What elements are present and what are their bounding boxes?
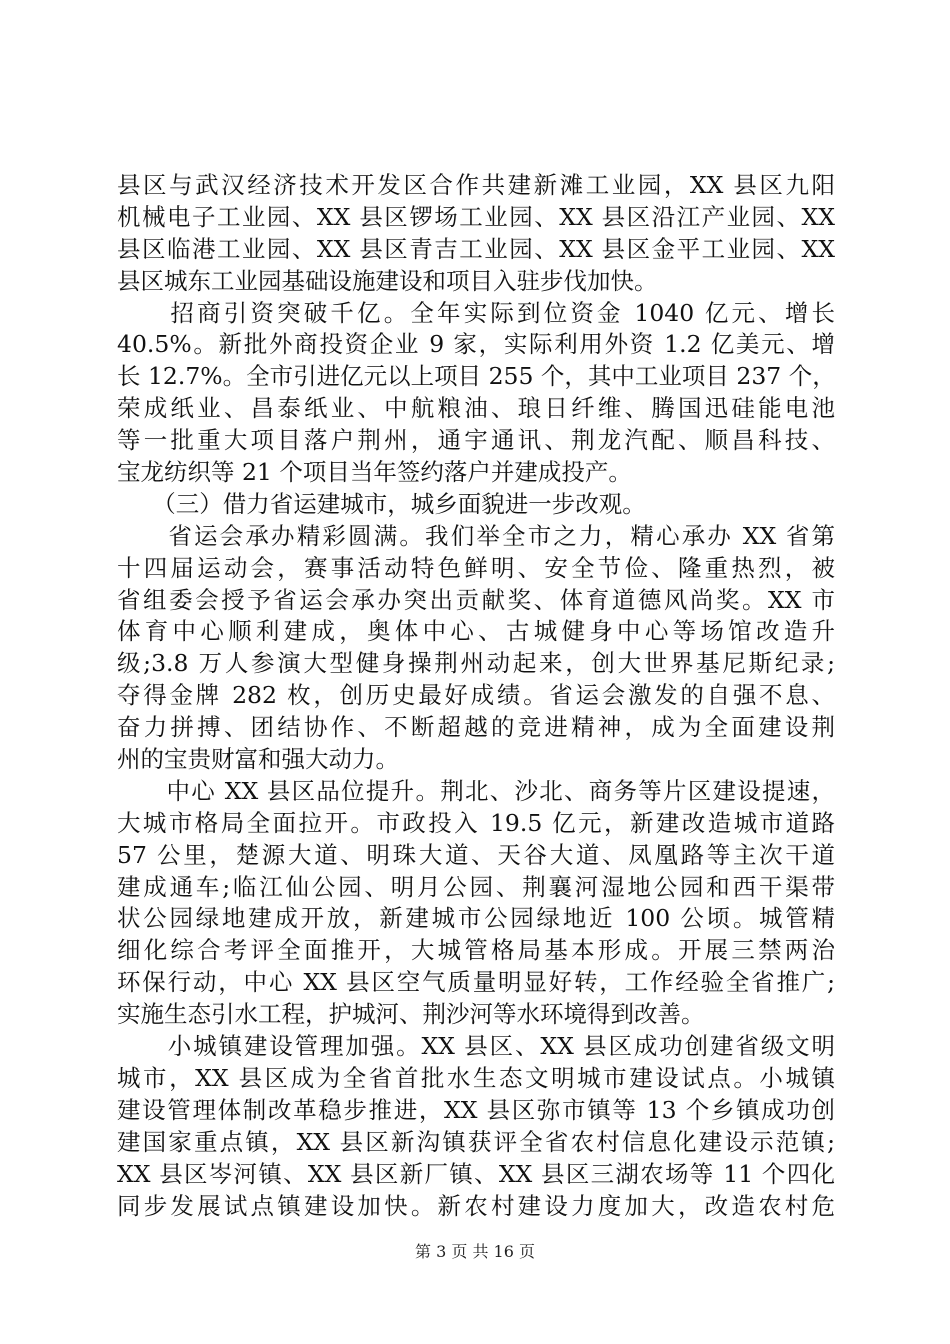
- body-text-line: 40.5%。新批外商投资企业 9 家，实际利用外资 1.2 亿美元、增: [117, 330, 835, 359]
- body-text-line: 机械电子工业园、XX 县区锣场工业园、XX 县区沿江产业园、XX: [117, 202, 835, 231]
- body-text-line: 大城市格局全面拉开。市政投入 19.5 亿元，新建改造城市道路: [117, 808, 835, 837]
- body-text-line: XX 县区岑河镇、XX 县区新厂镇、XX 县区三湖农场等 11 个四化: [117, 1159, 835, 1188]
- body-text-line: 建成通车;临江仙公园、明月公园、荆襄河湿地公园和西干渠带: [117, 872, 835, 901]
- body-text-line: 十四届运动会，赛事活动特色鲜明、安全节俭、隆重热烈，被: [117, 553, 835, 582]
- body-text-line: 县区城东工业园基础设施建设和项目入驻步伐加快。: [117, 266, 658, 295]
- body-text-line: 荣成纸业、昌泰纸业、中航粮油、琅日纤维、腾国迅硅能电池: [117, 394, 835, 423]
- body-text-line: 细化综合考评全面推开，大城管格局基本形成。开展三禁两治: [117, 936, 835, 965]
- body-text-line: 城市，XX 县区成为全省首批水生态文明城市建设试点。小城镇: [117, 1063, 835, 1092]
- body-text-line: 中心 XX 县区品位提升。荆北、沙北、商务等片区建设提速，: [117, 776, 835, 805]
- body-text-line: 状公园绿地建成开放，新建城市公园绿地近 100 公顷。城管精: [117, 904, 835, 933]
- body-text-line: 同步发展试点镇建设加快。新农村建设力度加大，改造农村危: [117, 1191, 835, 1220]
- body-text-line: 县区临港工业园、XX 县区青吉工业园、XX 县区金平工业园、XX: [117, 234, 835, 263]
- body-text-line: 体育中心顺利建成，奥体中心、古城健身中心等场馆改造升: [117, 617, 835, 646]
- body-text-line: 等一批重大项目落户荆州，通宇通讯、荆龙汽配、顺昌科技、: [117, 426, 835, 455]
- body-text-line: 级;3.8 万人参演大型健身操荆州动起来，创大世界基尼斯纪录;: [117, 649, 835, 678]
- body-text-line: 省组委会授予省运会承办突出贡献奖、体育道德风尚奖。XX 市: [117, 585, 835, 614]
- body-text-line: （三）借力省运建城市，城乡面貌进一步改观。: [117, 489, 646, 518]
- body-text-line: 宝龙纺织等 21 个项目当年签约落户并建成投产。: [117, 458, 632, 487]
- body-text-line: 环保行动，中心 XX 县区空气质量明显好转，工作经验全省推广;: [117, 968, 835, 997]
- body-text-line: 州的宝贵财富和强大动力。: [117, 745, 399, 774]
- body-text-line: 夺得金牌 282 枚，创历史最好成绩。省运会激发的自强不息、: [117, 681, 835, 710]
- body-text-line: 小城镇建设管理加强。XX 县区、XX 县区成功创建省级文明: [117, 1032, 835, 1061]
- body-text-line: 长 12.7%。全市引进亿元以上项目 255 个，其中工业项目 237 个，: [117, 362, 836, 391]
- body-text-line: 实施生态引水工程，护城河、荆沙河等水环境得到改善。: [117, 1000, 705, 1029]
- body-text-line: 招商引资突破千亿。全年实际到位资金 1040 亿元、增长: [117, 298, 835, 327]
- body-text-line: 县区与武汉经济技术开发区合作共建新滩工业园，XX 县区九阳: [117, 171, 835, 199]
- body-text-line: 奋力拼搏、团结协作、不断超越的竞进精神，成为全面建设荆: [117, 713, 835, 742]
- body-text-line: 省运会承办精彩圆满。我们举全市之力，精心承办 XX 省第: [117, 521, 835, 550]
- document-body: [117, 170, 835, 1222]
- body-text-line: 57 公里，楚源大道、明珠大道、天谷大道、凤凰路等主次干道: [117, 840, 835, 869]
- page-footer: 第 3 页 共 16 页: [415, 1242, 535, 1261]
- body-text-line: 建国家重点镇，XX 县区新沟镇获评全省农村信息化建设示范镇;: [117, 1127, 835, 1156]
- body-text-line: 建设管理体制改革稳步推进，XX 县区弥市镇等 13 个乡镇成功创: [117, 1095, 835, 1124]
